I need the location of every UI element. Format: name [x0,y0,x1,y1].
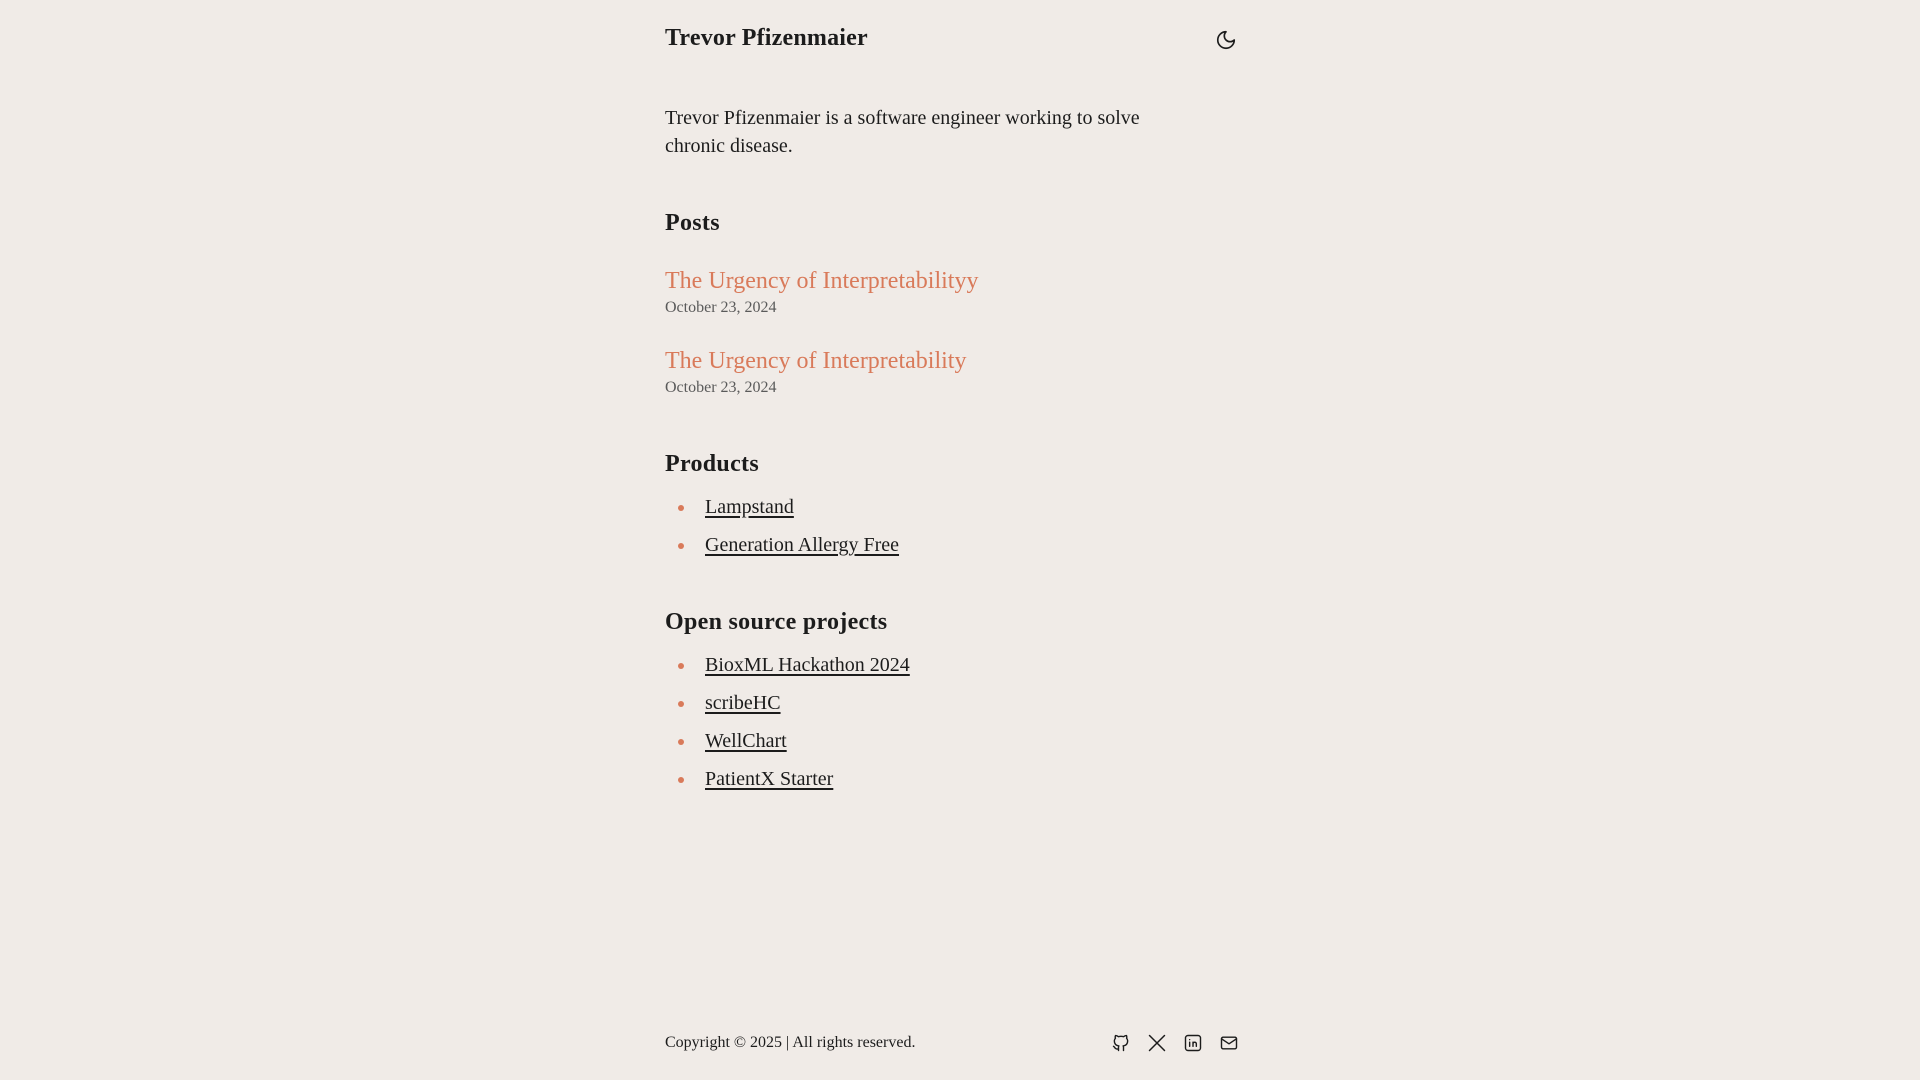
post-item [665,346,1240,398]
bullet-dot [678,701,684,707]
products-heading: Products [665,451,759,477]
linkedin-icon [1183,1033,1203,1053]
x-icon [1147,1033,1167,1053]
bullet-dot [678,543,684,549]
list-item [665,688,910,726]
post-date: October 23, 2024 [665,299,777,316]
site-footer [665,1030,1240,1060]
bullet-dot [678,505,684,511]
bullet-dot [678,663,684,669]
post-title-link[interactable]: The Urgency of Interpretabilityy [665,268,979,294]
x-link[interactable] [1146,1032,1168,1054]
page-container [665,0,1240,1080]
product-link-generation-allergy-free[interactable]: Generation Allergy Free [705,534,900,556]
list-item [665,650,910,688]
list-item [665,530,899,568]
github-icon [1111,1033,1131,1053]
intro-text: Trevor Pfizenmaier is a software engineer working to solve chronic disease. [665,107,1140,157]
bullet-dot [678,777,684,783]
list-item [665,492,899,530]
linkedin-link[interactable] [1182,1032,1204,1054]
post-date: October 23, 2024 [665,379,777,396]
project-link-bioxml-hackathon[interactable]: BioxML Hackathon 2024 [705,654,910,676]
github-link[interactable] [1110,1032,1132,1054]
site-header [665,22,1240,58]
post-title-link[interactable]: The Urgency of Interpretability [665,348,967,374]
theme-toggle-button[interactable] [1212,26,1240,54]
open-source-heading: Open source projects [665,609,888,635]
products-list [665,492,899,568]
project-link-wellchart[interactable]: WellChart [705,730,787,752]
bullet-dot [678,739,684,745]
list-item [665,726,910,764]
social-links [1110,1032,1240,1054]
posts-heading: Posts [665,210,720,236]
mail-link[interactable] [1218,1032,1240,1054]
product-link-lampstand[interactable]: Lampstand [705,496,794,518]
list-item [665,764,910,802]
project-link-patientx-starter[interactable]: PatientX Starter [705,768,834,790]
post-item [665,266,1240,318]
site-title[interactable]: Trevor Pfizenmaier [665,25,868,51]
mail-icon [1219,1033,1239,1053]
project-link-scribehc[interactable]: scribeHC [705,692,781,714]
copyright-text: Copyright © 2025 | All rights reserved. [665,1034,916,1051]
open-source-list [665,650,910,802]
moon-icon [1215,29,1237,51]
